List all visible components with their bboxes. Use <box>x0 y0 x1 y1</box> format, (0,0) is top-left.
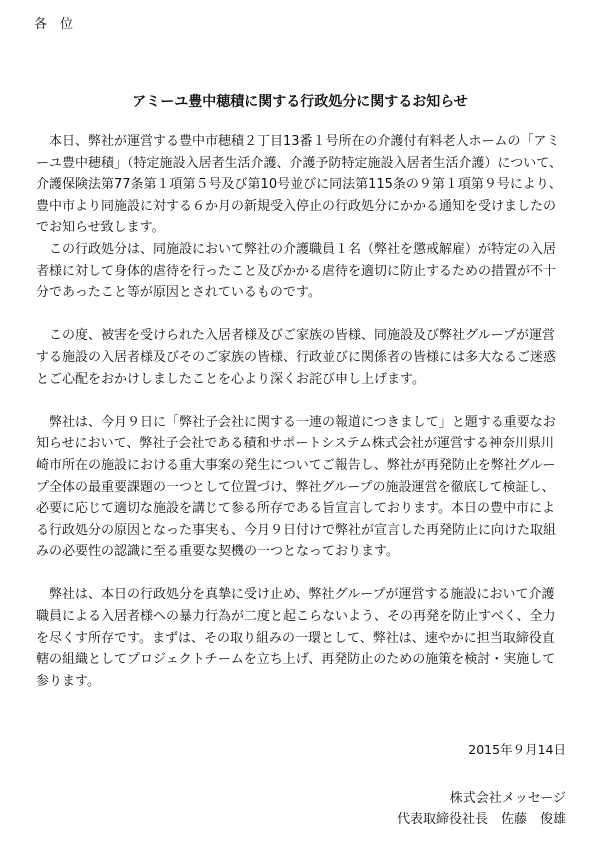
company-name: 株式会社メッセージ <box>449 791 566 806</box>
paragraph-apology: この度、被害を受けられた入居者様及びご家族の皆様、同施設及び弊社グループが運営する施設の入居者様及びそのご家族の皆様、行政並びに関係者の皆様には多大なるご迷惑とご心配をおかけしましたことを心より深くお詫び申し上げます。 <box>36 328 557 387</box>
paragraph-commitment: 弊社は、本日の行政処分を真摯に受け止め、弊社グループが運営する施設において介護職員による入居者様への暴力行為が二度と起こらないよう、その再発を防止すべく、全力を尽くす所存です。まずは、その取り組みの一環として、弊社は、速やかに担当取締役直轄の組織としてプロジェクトチームを立ち上げ、再発防止のための施策を検討・実施して参ります。 <box>36 587 556 689</box>
salutation: 各 位 <box>34 17 74 32</box>
representative-name: 代表取締役社長 佐藤 俊雄 <box>396 812 566 827</box>
paragraph-cause: この行政処分は、同施設において弊社の介護職員１名（弊社を懲戒解雇）が特定の入居者様に対して身体的虐待を行ったこと及びかかる虐待を適切に防止するための措置が不十分であったこと等が原因とされているものです。 <box>36 241 557 301</box>
document-body <box>36 131 564 692</box>
document-title: アミーユ豊中穂積に関する行政処分に関するお知らせ <box>132 94 468 110</box>
issue-date: 2015年９月14日 <box>468 742 566 757</box>
paragraph-announcement: 本日、弊社が運営する豊中市穂積２丁目13番１号所在の介護付有料老人ホームの「アミーユ豊中穂積」（特定施設入居者生活介護、介護予防特定施設入居者生活介護）について、介護保険法第77条第１項第５号及び第10号並びに同法第115条の９第１項第９号により、豊中市より同施設に対する６か月の新規受入停止の行政処分にかかる通知を受けましたのでお知らせ致します。 <box>36 134 562 236</box>
paragraph-background: 弊社は、今月９日に「弊社子会社に関する一連の報道につきまして」と題する重要なお知らせにおいて、弊社子会社である積和サポートシステム株式会社が運営する神奈川県川崎市所在の施設における重大事案の発生についてご報告し、弊社が再発防止を弊社グループ全体の最重要課題の一つとして位置づけ、弊社グループの施設運営を徹底して検証し、必要に応じて適切な施設を講じて参る所存である旨宣言しております。本日の豊中市による行政処分の原因となった事実も、今月９日付けで弊社が宣言した再発防止に向けた取組みの必要性の認識に至る重要な契機の一つとなっております。 <box>36 414 557 560</box>
